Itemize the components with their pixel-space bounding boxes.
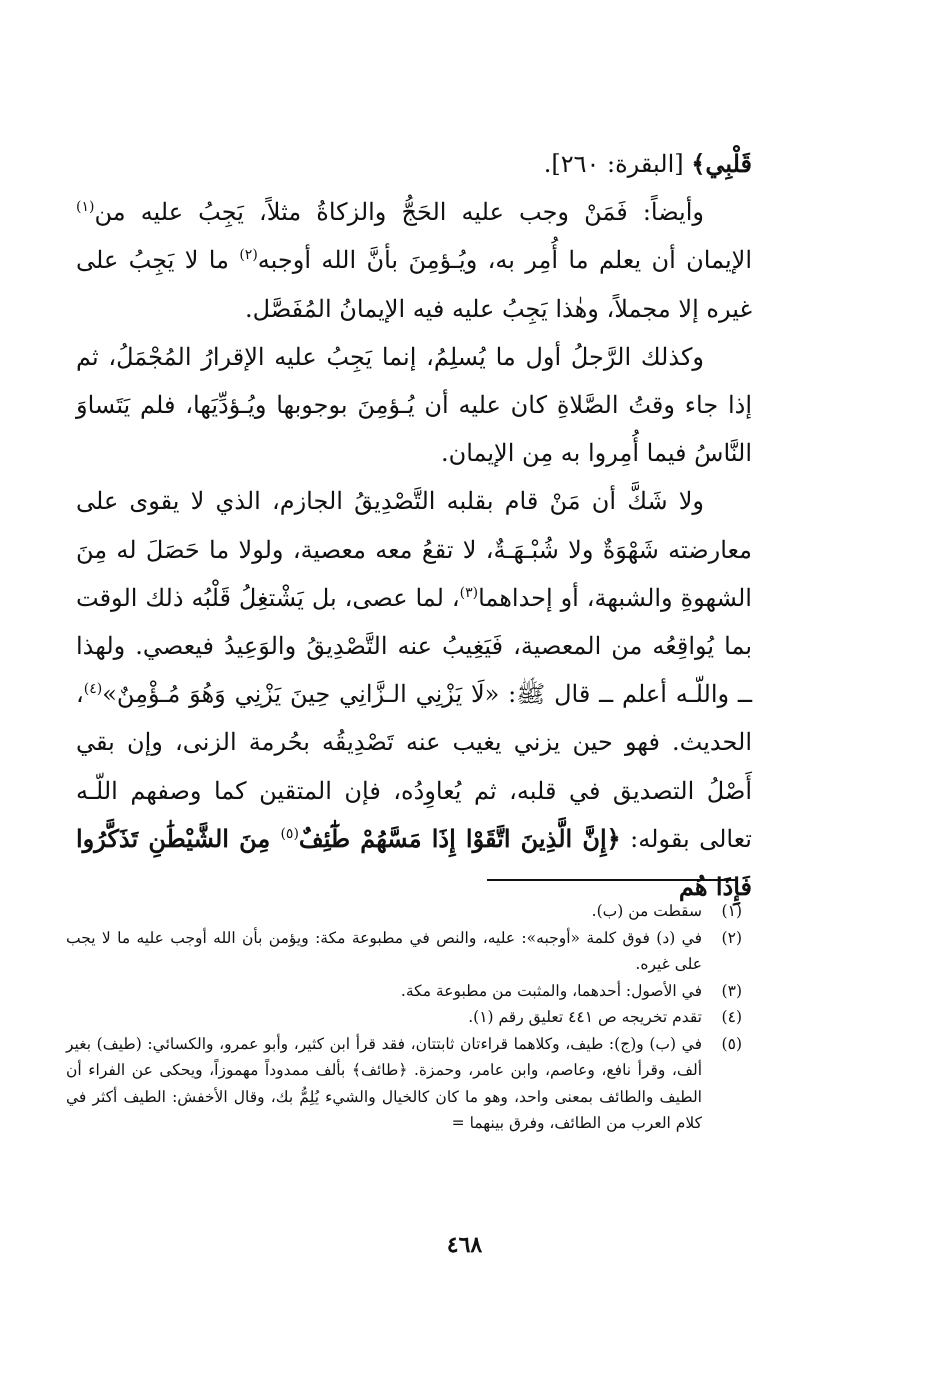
footnote-marker-5: (٥): [280, 825, 299, 842]
paragraph-4-part-c: ، الحديث. فهو حين يزني يغيب عنه تَصْدِيقُه بحُرمة الزنى، وإن بقي أَصْلُ التصديق في قلبه، ثم يُعاوِدُه، فإن المتقين كما وصفهم اللّـه تعالى بقوله:: [76, 680, 752, 853]
footnote-item: [66, 1004, 742, 1031]
paragraph-4: [76, 477, 752, 911]
quran-fragment: قَلْبِي﴾: [691, 149, 752, 178]
paragraph-2-part-c: ما لا يَجِبُ على غيره إلا مجملاً، وهٰذا يَجِبُ عليه فيه الإيمانُ المُفَصَّل.: [76, 246, 752, 323]
footnote-item: [66, 978, 742, 1005]
footnote-number: (٣): [721, 981, 742, 1000]
quran-verse-start: ﴿إِنَّ الَّذِينَ اتَّقَوْا إِذَا مَسَّهُمْ طَٰٓئِفٌ: [298, 823, 621, 853]
main-text: [76, 140, 752, 911]
footnote-separator: [487, 879, 737, 881]
footnote-number: (٢): [721, 928, 742, 947]
footnote-text: في (ب) و(ج): طيف، وكلاهما قراءتان ثابتتان، فقد قرأ ابن كثير، وأبو عمرو، والكسائي: (طيف) بغير ألف، وقرأ نافع، وعاصم، وابن عامر، وحمزة. ﴿طائف﴾ بألف ممدوداً مهموزاً، ويحكى عن الفراء أن الطيف والطائف بمعنى واحد، وهو ما كان كالخيال والشيء يُلِمُّ بك، وقال الأخفش: الطيف أكثر في كلام العرب من الطائف، وفرق بينهما =: [66, 1034, 702, 1132]
footnote-text: في (د) فوق كلمة «أوجبه»: عليه، والنص في مطبوعة مكة: ويؤمن بأن الله أوجب عليه ما لا يجب على غيره.: [66, 928, 702, 973]
footnote-number: (١): [721, 902, 742, 920]
paragraph-1: [76, 140, 752, 188]
footnote-marker-3: (٣): [459, 584, 479, 601]
footnotes: [66, 898, 742, 1137]
footnote-marker-1: (١): [76, 199, 95, 216]
paragraph-4-part-b: ، لما عصى، بل يَشْتغِلُ قَلْبُه ذلك الوقت بما يُواقِعُه من المعصية، فَيَغِيبُ عنه التَّصْدِيقُ والوَعِيدُ فيعصي. ولهذا ــ واللّـه أعلم ــ قال ﷺ: «لَا يَزْنِي الـزَّانِي حِينَ يَزْنِي وَهُوَ مُـؤْمِنٌ»: [76, 583, 752, 709]
page-number: ٤٦٨: [446, 1232, 483, 1258]
footnote-marker-4: (٤): [83, 681, 103, 698]
paragraph-4-part-a: ولا شَكَّ أن مَنْ قام بقلبه التَّصْدِيقُ الجازم، الذي لا يقوى على معارضته شَهْوَةٌ ولا شُبْـهَـةٌ، لا تقعُ معه معصية، ولولا ما حَصَلَ له مِنَ الشهوةِ والشبهة، أو إحداهما: [76, 487, 752, 612]
footnote-marker-2: (٢): [239, 247, 258, 264]
paragraph-2: [76, 188, 752, 333]
paragraph-2-part-b: الإيمان أن يعلم ما أُمِر به، ويُـؤمِنَ بأنَّ الله أوجبه: [257, 246, 752, 275]
footnote-item: [66, 925, 742, 978]
paragraph-2-part-a: وأيضاً: فَمَنْ وجب عليه الحَجُّ والزكاةُ مثلاً، يَجِبُ عليه من: [94, 198, 704, 227]
footnote-number: (٤): [721, 1008, 742, 1026]
footnote-item: [66, 898, 742, 925]
footnote-text: في الأصول: أحدهما، والمثبت من مطبوعة مكة.: [400, 981, 702, 1000]
paragraph-3: وكذلك الرَّجلُ أول ما يُسلِمُ، إنما يَجِبُ عليه الإقرارُ المُجْمَلُ، ثم إذا جاء وقتُ الصَّلاةِ كان عليه أن يُـؤمِنَ بوجوبها ويُـؤدِّيَها، فلم يَتَساوَ النَّاسُ فيما أُمِروا به مِن الإيمان.: [76, 342, 752, 468]
surah-reference: [البقرة: ٢٦٠].: [543, 150, 692, 178]
footnote-number: (٥): [721, 1034, 742, 1053]
footnote-text: تقدم تخريجه ص ٤٤١ تعليق رقم (١).: [468, 1008, 702, 1026]
footnote-text: سقطت من (ب).: [591, 902, 702, 920]
footnote-item: [66, 1031, 742, 1137]
quran-verse-end: مِنَ الشَّيْطَٰنِ تَذَكَّرُوا فَإِذَا هُم: [76, 823, 752, 902]
